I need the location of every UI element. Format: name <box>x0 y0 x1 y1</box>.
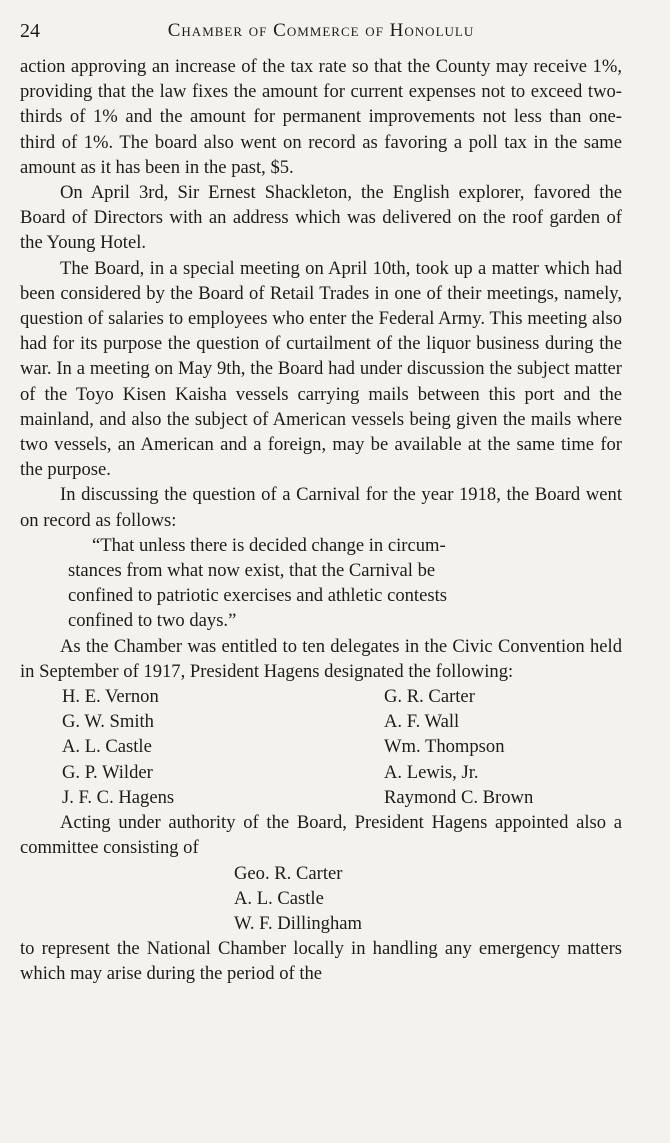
paragraph-national-chamber: to represent the National Chamber locally in handling any emergency matters which may arise during the period of the <box>20 938 622 985</box>
committee-member: Geo. R. Carter <box>234 862 343 884</box>
paragraph-carnival: In discussing the question of a Carnival for the year 1918, the Board went on record as follows: <box>20 484 622 531</box>
committee-list <box>234 861 622 937</box>
paragraph-special-meeting: The Board, in a special meeting on April 10th, took up a matter which had been considered by the Board of Retail Trades in one of their meetings, namely, question of salaries to employees who enter the Federal Army. This meeting also had for its purpose the question of curtailment of the liquor business during the war. In a meeting on May 9th, the Board had under discussion the subject matter of the Toyo Kisen Kaisha vessels carrying mails between this port and the mainland, and also the subject of American vessels being given the mails where two vessels, an American and a foreign, may be available at the same time for the purpose. <box>20 257 622 481</box>
delegate-name: Raymond C. Brown <box>384 786 534 808</box>
paragraph-civic-convention: As the Chamber was entitled to ten delegates in the Civic Convention held in September of 1917, President Hagens designated the following: <box>20 635 622 682</box>
delegate-name: G. P. Wilder <box>62 761 153 783</box>
body-text <box>20 54 622 987</box>
delegate-name: Wm. Thompson <box>384 736 505 758</box>
carnival-resolution-quote <box>68 533 622 634</box>
delegate-name: A. F. Wall <box>384 711 460 733</box>
delegate-list <box>62 684 622 810</box>
delegate-name: G. R. Carter <box>384 686 475 708</box>
running-head: Chamber of Commerce of Honolulu <box>167 20 475 41</box>
paragraph-committee: Acting under authority of the Board, President Hagens appointed also a committee consisting of <box>20 812 622 859</box>
delegate-name: J. F. C. Hagens <box>62 786 175 808</box>
delegate-name: G. W. Smith <box>62 711 154 733</box>
delegate-name: H. E. Vernon <box>62 686 159 708</box>
delegate-name: A. Lewis, Jr. <box>384 761 479 783</box>
page-number: 24 <box>20 20 40 42</box>
page-header <box>20 16 622 48</box>
paragraph-tax-rate: action approving an increase of the tax rate so that the County may receive 1%, providing that the law fixes the amount for current expenses not to exceed two-thirds of 1% and the amount for permanent improvements not less than one-third of 1%. The board also went on record as favoring a poll tax in the same amount as it has been in the past, $5. <box>20 56 622 178</box>
paragraph-shackleton: On April 3rd, Sir Ernest Shackleton, the English explorer, favored the Board of Directors with an address which was delivered on the roof garden of the Young Hotel. <box>20 182 622 254</box>
committee-member: A. L. Castle <box>234 887 324 909</box>
quote-line: “That unless there is decided change in circum- <box>92 534 446 556</box>
quote-line: stances from what now exist, that the Carnival be <box>68 560 436 582</box>
delegate-name: A. L. Castle <box>62 736 152 758</box>
committee-member: W. F. Dillingham <box>234 912 362 934</box>
quote-line: confined to patriotic exercises and athletic contests <box>68 585 447 607</box>
quote-line: confined to two days.” <box>68 610 237 632</box>
